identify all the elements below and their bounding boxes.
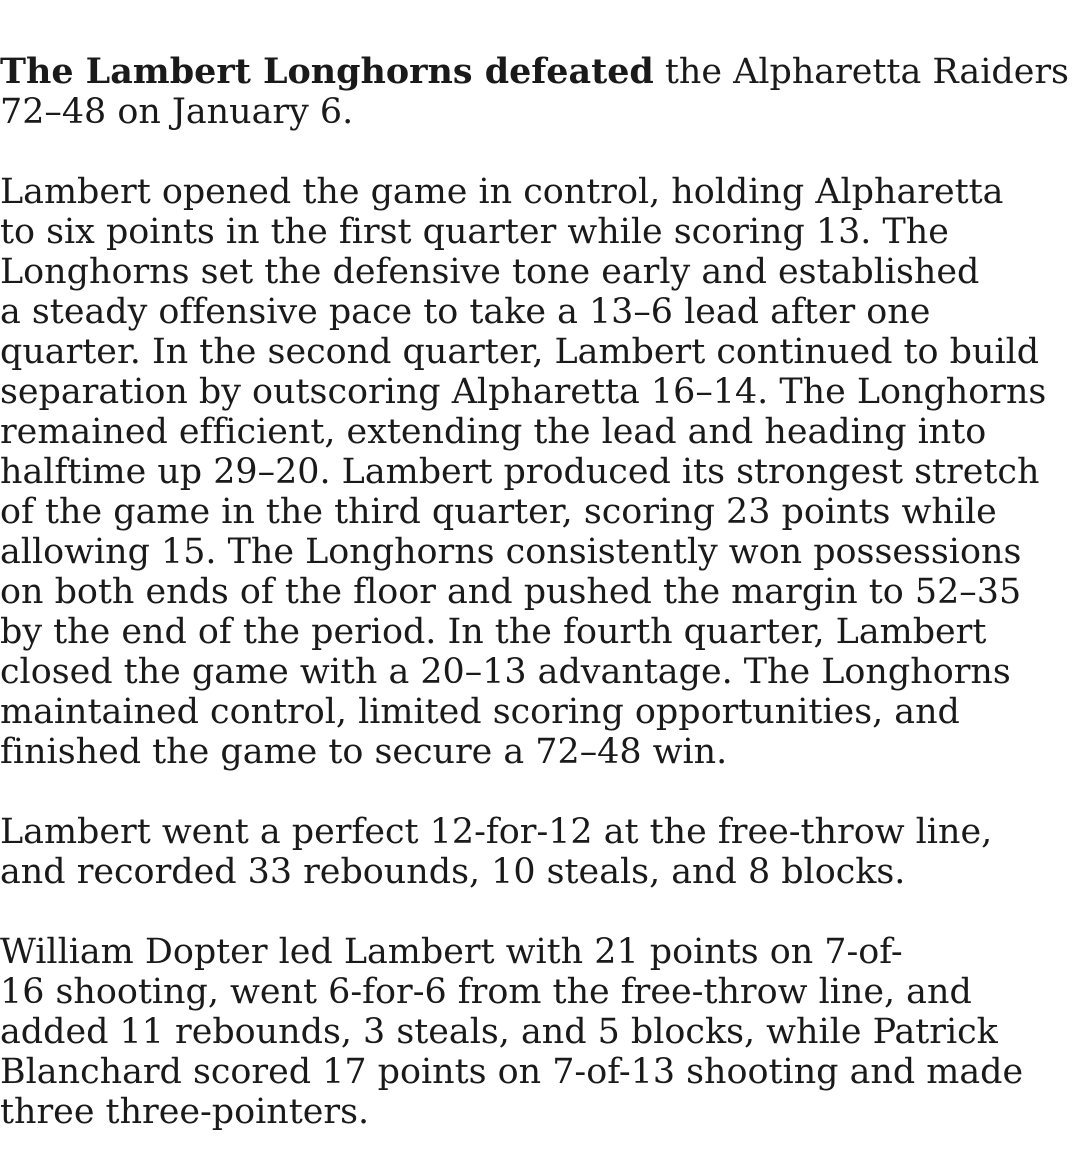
team-stats-paragraph (0, 812, 1080, 892)
article-line: maintained control, limited scoring opportunities, and (0, 692, 960, 732)
article-line: 16 shooting, went 6-for-6 from the free-throw line, and (0, 972, 972, 1012)
article-line: added 11 rebounds, 3 steals, and 5 blocks, while Patrick (0, 1012, 998, 1052)
article-body (0, 52, 1080, 1132)
article-line: on both ends of the floor and pushed the margin to 52–35 (0, 572, 1022, 612)
article-line: 72–48 on January 6. (0, 92, 354, 132)
article-line (0, 52, 1080, 92)
game-recap-paragraph (0, 172, 1080, 772)
player-stats-paragraph (0, 932, 1080, 1132)
article-lead-bold: The Lambert Longhorns defeated (0, 51, 654, 92)
article-line: to six points in the first quarter while scoring 13. The (0, 212, 949, 252)
article-line: Longhorns set the defensive tone early and established (0, 252, 980, 292)
article-line: William Dopter led Lambert with 21 points on 7-of- (0, 932, 903, 972)
article-line: Blanchard scored 17 points on 7-of-13 shooting and made (0, 1052, 1024, 1092)
article-line: Lambert went a perfect 12-for-12 at the free-throw line, (0, 812, 993, 852)
article-line: by the end of the period. In the fourth quarter, Lambert (0, 612, 987, 652)
article-line: remained efficient, extending the lead and heading into (0, 412, 987, 452)
article-line: finished the game to secure a 72–48 win. (0, 732, 728, 772)
article-line: allowing 15. The Longhorns consistently won possessions (0, 532, 1022, 572)
article-line: separation by outscoring Alpharetta 16–14. The Longhorns (0, 372, 1047, 412)
article-line: quarter. In the second quarter, Lambert continued to build (0, 332, 1040, 372)
article-line: of the game in the third quarter, scoring 23 points while (0, 492, 997, 532)
article-line: a steady offensive pace to take a 13–6 lead after one (0, 292, 931, 332)
article-line: and recorded 33 rebounds, 10 steals, and 8 blocks. (0, 852, 906, 892)
article-line: closed the game with a 20–13 advantage. The Longhorns (0, 652, 1011, 692)
article-lead-paragraph (0, 52, 1080, 132)
article-line: Lambert opened the game in control, holding Alpharetta (0, 172, 1004, 212)
article-line: halftime up 29–20. Lambert produced its strongest stretch (0, 452, 1040, 492)
article-line-text: the Alpharetta Raiders (664, 52, 1069, 92)
article-line: three three-pointers. (0, 1092, 370, 1132)
